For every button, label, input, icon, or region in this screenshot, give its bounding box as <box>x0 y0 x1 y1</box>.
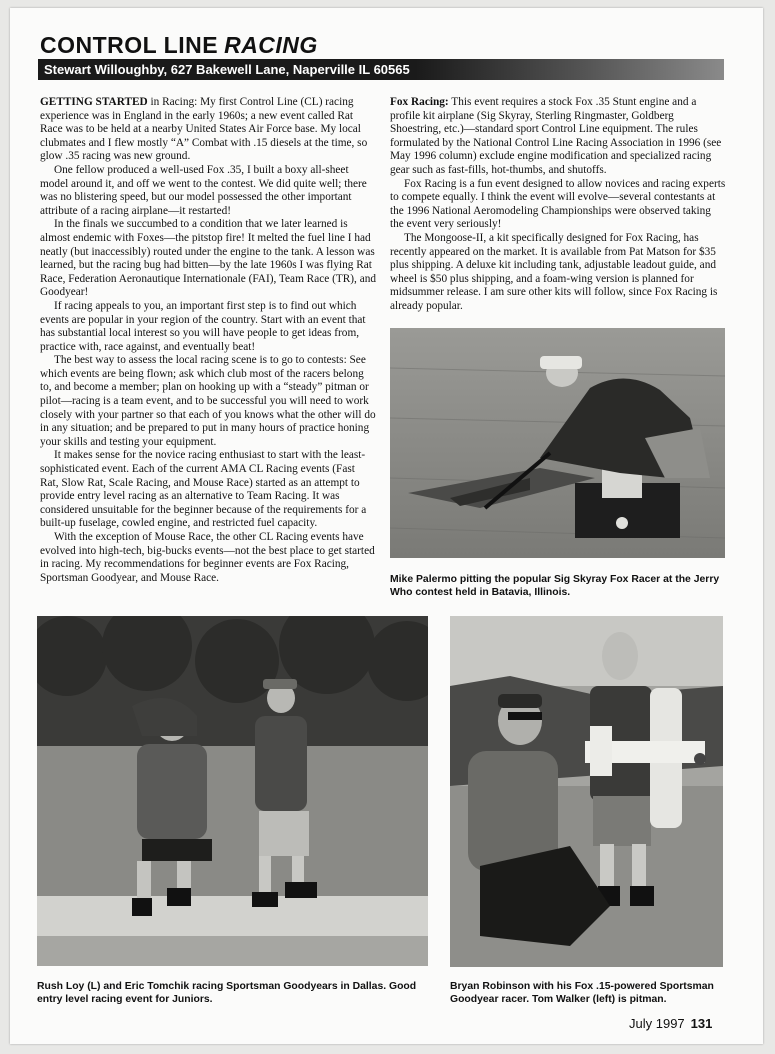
title-main: CONTROL LINE <box>40 32 219 58</box>
paragraph: If racing appeals to you, an important first step is to find out which events are popular in your region of the country. Start with an event that has substantial local interest so you will have people to get ideas from, practice with, race against, and eventually beat! <box>40 299 366 353</box>
paragraph: With the exception of Mouse Race, the other CL Racing events have evolved into high-tech, big-bucks events—not the best place to get started in racing. My recommendations for beginner events are Fox Racing, Sportsman Goodyear, and Mouse Race. <box>40 531 375 584</box>
lead-in: GETTING STARTED <box>40 96 148 108</box>
photo-caption: Bryan Robinson with his Fox .15-powered Sportsman Goodyear racer. Tom Walker (left) is pitman. <box>450 981 714 1005</box>
paragraph <box>40 96 376 164</box>
column-title <box>40 32 318 59</box>
paragraph: In the finals we succumbed to a condition that we later learned is almost endemic with Foxes—the pitstop fire! It melted the fuel line I had neatly (but inaccessibly) routed under the engine to the tank. A lesson was learned, but the racing bug had bitten—by the late 1960s I was flying Rat Race, Federation Aeronautique Internationale (FAI), Team Race (TR), and Goodyear! <box>40 218 376 299</box>
paragraph: One fellow produced a well-used Fox .35, I built a boxy all-sheet model around it, and off we went to the contest. We did quite well; there was no blistering speed, but our model possessed the other important attribute of a racing airplane—it restarted! <box>40 163 367 217</box>
photo-pitting-skyray <box>390 328 725 558</box>
paragraph: The Mongoose-II, a kit specifically designed for Fox Racing, has recently appeared on the market. It is available from Pat Matson for $35 plus shipping. A deluxe kit including tank, adjustable leadout guide, and wheel is $50 plus shipping, and a foam-wing version is planned for midsummer release. I am sure other kits will follow, since Fox Racing is already popular. <box>390 231 718 312</box>
paragraph: The best way to assess the local racing scene is to go to contests: See which events are being flown; ask which club most of the racers belong to, and become a member; plan on hooking up with a “steady” pitman or pilot—racing is a team event, and to be successful you will need to work closely with your partner so that each of you knows what the other will do in any situation; and be prepared to put in many hours of practice honing your skills and testing your equipment. <box>40 354 376 448</box>
issue-date: July 1997 <box>629 1016 685 1031</box>
photo-caption: Mike Palermo pitting the popular Sig Skyray Fox Racer at the Jerry Who contest held in Batavia, Illinois. <box>390 574 720 598</box>
paragraph: It makes sense for the novice racing enthusiast to start with the least-sophisticated event. Each of the current AMA CL Racing events (Fast Rat, Slow Rat, Scale Racing, and Mouse Race) started as an attempt to provide entry level racing as an alternative to Team Racing. It was considered unsuitable for the beginner because of the requirements for a built-up fuselage, cowled engine, and restricted fuel capacity. <box>40 449 367 530</box>
page-folio <box>629 1016 712 1031</box>
photo-boys-racing <box>37 616 428 966</box>
left-column <box>40 96 376 585</box>
paragraph-text: This event requires a stock Fox .35 Stunt engine and a profile kit airplane (Sig Skyray, Sterling Ringmaster, Goldberg Shoestring, etc.)—standard sport Control Line equipment. The rules formulated by the National Control Line Racing Association in 1996 (see May 1996 column) exclude engine modification and specialized racing gear such as fast-fills, hot-thumbs, and shutoffs. <box>390 96 722 176</box>
page-number: 131 <box>690 1016 713 1031</box>
paragraph <box>390 96 726 178</box>
author-bar: Stewart Willoughby, 627 Bakewell Lane, Naperville IL 60565 <box>38 59 724 80</box>
title-italic: RACING <box>224 32 318 58</box>
paragraph-text: in Racing: My first Control Line (CL) racing experience was in England in the early 1960s; a new event called Rat Race was to be held at a nearby United States Air Force base. My local clubmates and I flew mostly “A” Combat with .15 diesels at the time, so glow .35 racing was new ground. <box>40 96 368 163</box>
photo-caption: Rush Loy (L) and Eric Tomchik racing Sportsman Goodyears in Dallas. Good entry level racing event for Juniors. <box>37 981 417 1005</box>
paragraph: Fox Racing is a fun event designed to allow novices and racing experts to compete equally. I think the event will evolve—several contestants at the 1996 National Aeromodeling Championships were observed taking the event very seriously! <box>390 177 726 231</box>
lead-in: Fox Racing: <box>390 96 449 108</box>
photo-goodyear-racer <box>450 616 723 967</box>
right-column <box>390 96 726 314</box>
